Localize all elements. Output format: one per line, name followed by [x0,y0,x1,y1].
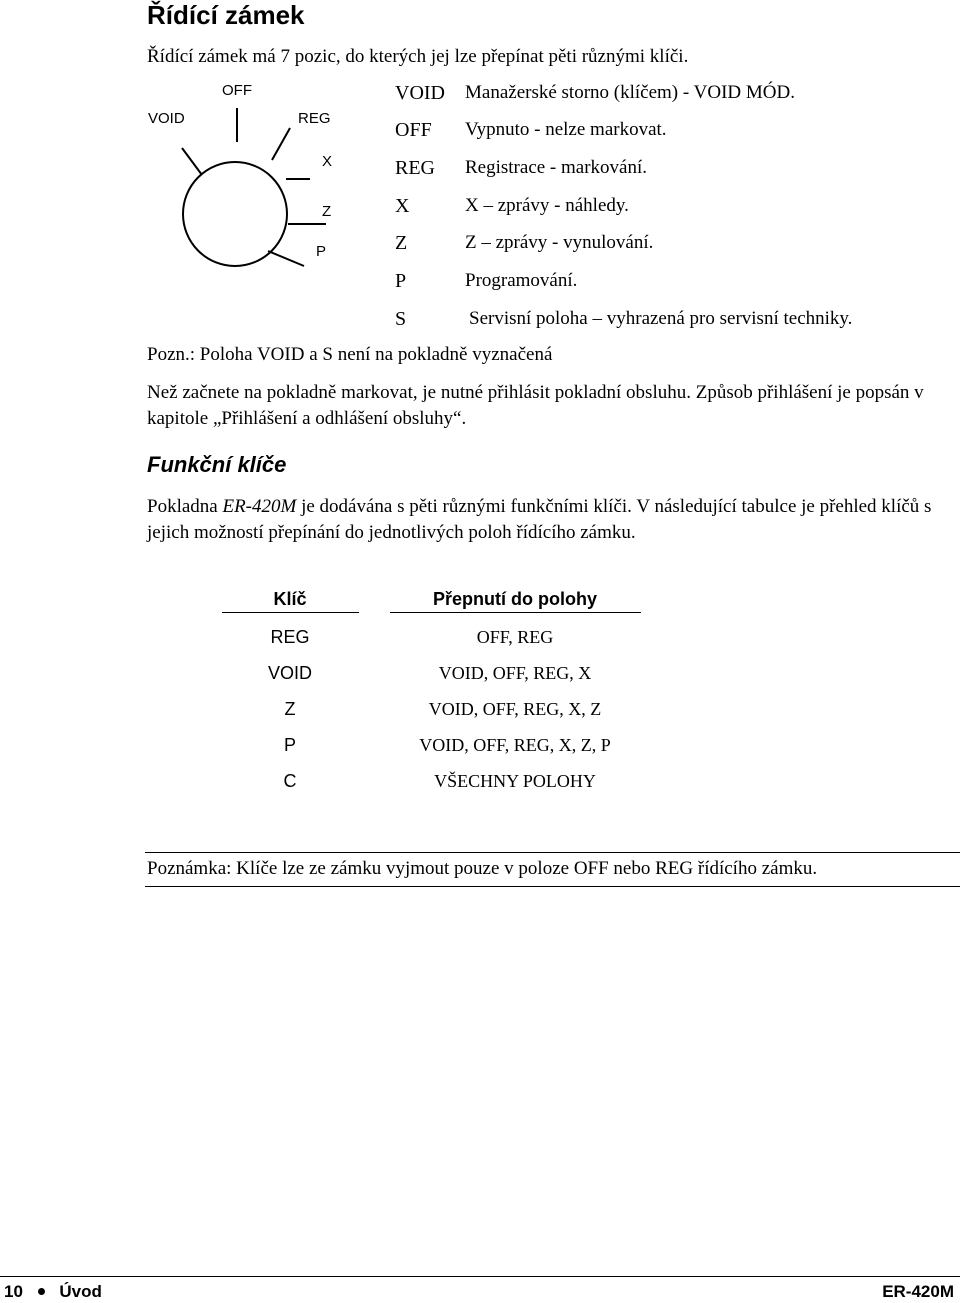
mode-code: OFF [395,119,432,141]
mode-description: Manažerské storno (klíčem) - VOID MÓD. [465,82,795,103]
remark-top-rule [145,852,960,853]
table-cell-positions: VOID, OFF, REG, X, Z, P [419,735,611,755]
table-header-rule [222,612,359,613]
mode-code: S [395,308,407,330]
mode-code: VOID [395,82,445,104]
control-lock-dial-diagram [140,78,350,268]
table-cell-positions: OFF, REG [476,627,554,647]
paragraph-text: je dodávána s pěti různými funkčními klíči. V následující tabulce je přehled klíčů s jejich možností přepínání do jednotlivých poloh řídícího zámku. [147,496,932,543]
mode-description: Servisní poloha – vyhrazená pro servisní techniky. [469,308,853,329]
table-cell-key: C [283,771,297,791]
table-header-key: Klíč [273,589,307,609]
mode-code: Z [395,232,408,254]
remark-bottom-rule [145,886,960,887]
mode-description: Vypnuto - nelze markovat. [465,119,667,140]
dial-label-void: VOID [148,110,185,127]
dial-label-x: X [322,153,333,170]
login-paragraph: Než začnete na pokladně markovat, je nutné přihlásit pokladní obsluhu. Způsob přihlášení je popsán v kapitole „Přihlášení a odhlášení obsluhy“. [147,382,924,429]
mode-description: Z – zprávy - vynulování. [465,232,654,253]
keys-paragraph [147,494,947,546]
remark-text: Poznámka: Klíče lze ze zámku vyjmout pouze v poloze OFF nebo REG řídícího zámku. [147,858,818,879]
mode-code: REG [395,157,435,179]
dial-label-p: P [316,243,327,260]
dial-label-z: Z [322,203,332,220]
table-cell-positions: VOID, OFF, REG, X, Z [428,699,602,719]
mode-code: P [395,270,407,292]
dial-label-off: OFF [222,82,252,99]
table-header-positions: Přepnutí do polohy [433,589,597,609]
table-cell-key: REG [270,627,310,647]
dial-circle [183,162,287,266]
mode-description: Registrace - markování. [465,157,648,178]
table-cell-positions: VŠECHNY POLOHY [434,771,596,791]
page-number: 10 [4,1282,23,1301]
paragraph-text: Pokladna [147,496,223,517]
dial-tick-reg [272,128,290,160]
intro-text: Řídící zámek má 7 pozic, do kterých jej lze přepínat pěti různými klíči. [147,46,689,67]
footer-rule [0,1276,960,1277]
dial-tick-void [182,148,202,175]
footer-model: ER-420M [882,1282,954,1301]
note-text: Pozn.: Poloha VOID a S není na pokladně vyznačená [147,344,553,365]
section-title: Funkční klíče [147,452,287,477]
mode-description: Programování. [465,270,578,291]
table-cell-key: P [283,735,296,755]
model-name: ER-420M [222,496,297,517]
table-cell-positions: VOID, OFF, REG, X [438,663,592,683]
bullet-icon [38,1288,45,1295]
dial-label-reg: REG [298,110,331,127]
table-header-rule [390,612,641,613]
dial-tick-p [268,251,304,266]
mode-code: X [395,195,410,217]
page-title: Řídící zámek [147,0,305,30]
mode-description: X – zprávy - náhledy. [465,195,629,216]
table-cell-key: VOID [267,663,312,683]
table-cell-key: Z [284,699,296,719]
footer-section: Úvod [59,1282,102,1301]
footer-left [4,1282,102,1302]
